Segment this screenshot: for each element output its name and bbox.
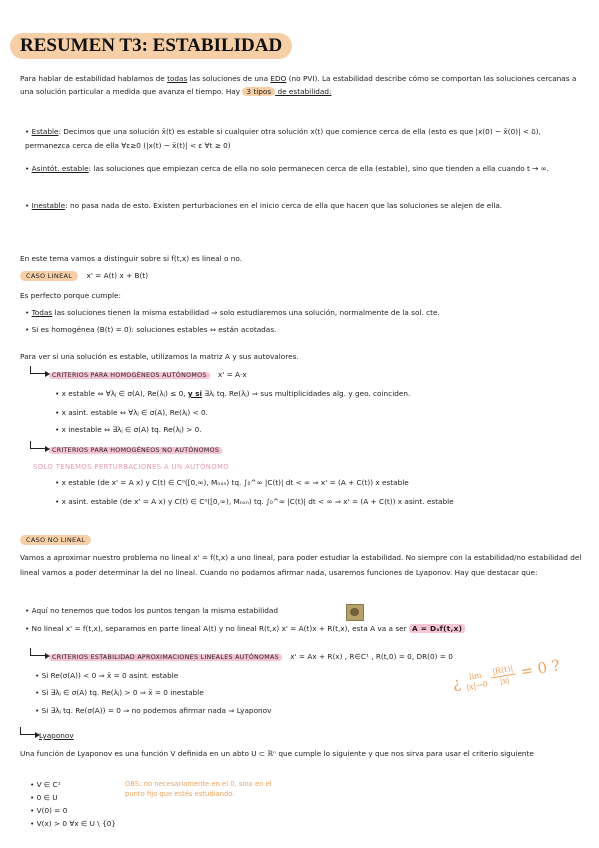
crit3-label: CRITERIOS ESTABILIDAD APROXIMACIONES LINEALES AUTÓNOMAS	[49, 654, 282, 661]
crit1-equation: x' = A·x	[217, 370, 247, 379]
intro-emph-todas: todas	[167, 74, 188, 83]
crit3-item-text: Si Re(σ(A)) < 0 ⇒ x̄ = 0 asint. estable	[41, 671, 179, 680]
linear-bullet-1: • Todas las soluciones tienen la misma estabilidad ⇒ solo estudiaremos una solución, normalmente de la sol. cte.	[25, 308, 440, 317]
intro-text: Para hablar de estabilidad hablamos de	[20, 74, 168, 83]
crit2-item-text: x estable (de x' = A x) y C(t) ∈ C⁰([0,∞), Mₙₓₙ) tq.	[61, 478, 244, 487]
type-inestable: • Inestable: no pasa nada de esto. Existen perturbaciones en el inicio cerca de ella que hacen que las soluciones se alejen de ella.	[25, 201, 503, 210]
crit3-item-3: • Si ∃λⱼ tq. Re(σ(A)) = 0 ⇒ no podemos afirmar nada ⇒ Lyaponov	[35, 706, 272, 715]
crit1-emph-si: y si	[187, 389, 203, 398]
crit1-label: CRITERIOS PARA HOMOGÉNEOS AUTÓNOMOS	[49, 372, 210, 379]
arrow-icon	[30, 366, 47, 374]
linear-header	[20, 271, 148, 280]
nonlinear-tag-wrap	[20, 535, 91, 544]
type-name: Estable	[31, 127, 59, 136]
intro-text: (no PVI). La estabilidad describe cómo se comportan las soluciones cercanas a una solución particular a medida que avanza el tiempo. Hay	[20, 74, 577, 96]
crit2-header	[30, 444, 222, 455]
aside-lim-text: lim	[468, 669, 483, 681]
lyapunov-item-text: 0 ∈ U	[36, 793, 58, 802]
nonlinear-bullet-text: Aquí no tenemos que todos los puntos tengan la misma estabilidad	[31, 606, 278, 615]
intro-emph-edo: EDO	[270, 74, 287, 83]
nonlinear-bullet-2: • No lineal x' = f(t,x), separamos en parte lineal A(t) y no lineal R(t,x) x' = A(t)x + R(t,x), esta A va a ser A = Dₓf(t,x)	[25, 624, 465, 633]
crit1-item-text: ∃λⱼ tq. Re(λⱼ) ⇒ sus multiplicidades alg. y geo. coinciden.	[202, 389, 411, 398]
arrow-icon	[20, 727, 37, 735]
intro-highlight-tipos: 3 tipos	[242, 87, 275, 96]
lyapunov-definition: Una función de Lyaponov es una función V definida en un abto U ⊂ ℝⁿ que cumple lo siguiente y que nos sirva para usar el criterio siguiente	[20, 749, 534, 758]
lyapunov-label: Lyaponov	[39, 731, 74, 740]
crit1-item-text: x estable ⇔ ∀λⱼ ∈ σ(A), Re(λⱼ) ≤ 0,	[61, 389, 188, 398]
crit3-item-2: • Si ∃λⱼ ∈ σ(A) tq. Re(λⱼ) > 0 ⇒ x̄ = 0 inestable	[35, 688, 204, 697]
nonlinear-paragraph: Vamos a aproximar nuestro problema no lineal x' = f(t,x) a uno lineal, para poder estudiar la estabilidad. No siempre con la estabilidad/no estabilidad del lineal vamos a poder determinar la del no lineal. Cuando no podamos afirmar nada, usaremos funciones de Lyaponov. Hay que destacar que:	[20, 553, 582, 577]
type-desc: : Decimos que una solución x̄(t) es estable si cualquier otra solución x(t) que comience cerca de ella (esto es que |x(0) − x̄(0)| < δ), permanezca cerca de ella ∀ε≥0 (|x(t) − x̄(t)| < ε ∀t ≥ 0)	[25, 127, 541, 150]
crit2-item-1: • x estable (de x' = A x) y C(t) ∈ C⁰([0,∞), Mₙₓₙ) tq. ∫₀^∞ |C(t)| dt < ∞ ⇒ x' = (A + C(t)) x estable	[55, 478, 409, 487]
crit2-label: CRITERIOS PARA HOMOGÉNEOS NO AUTÓNOMOS	[49, 447, 222, 454]
crit1-item-text: x inestable ⇔ ∃λⱼ ∈ σ(A) tq. Re(λⱼ) > 0.	[61, 425, 202, 434]
page-title: RESUMEN T3: ESTABILIDAD	[10, 33, 292, 59]
linear-equation: x' = A(t) x + B(t)	[86, 271, 149, 280]
linear-emph-todas: Todas	[31, 308, 53, 317]
aside-open: ¿	[451, 673, 463, 693]
crit1-item-3: • x inestable ⇔ ∃λⱼ ∈ σ(A) tq. Re(λⱼ) > 0.	[55, 425, 202, 434]
intro-paragraph	[20, 72, 586, 98]
aside-lim-sub: |x|→0	[465, 678, 489, 692]
crit3-item-text: Si ∃λⱼ tq. Re(σ(A)) = 0 ⇒ no podemos afirmar nada ⇒ Lyaponov	[41, 706, 272, 715]
lyapunov-item-3: • V(0) = 0	[30, 806, 68, 815]
lyapunov-item-2: • 0 ∈ U	[30, 793, 58, 802]
linear-bullet-text: las soluciones tienen la misma estabilidad ⇒ solo estudiaremos una solución, normalmente de la sol. cte.	[52, 308, 440, 317]
lyapunov-obs: OBS: no necesariamente en el 0, sino en el punto fijo que estés estudiando.	[125, 780, 272, 798]
linear-matrix-text: Para ver si una solución es estable, utilizamos la matriz A y sus autovalores.	[20, 352, 299, 361]
linear-intro: En este tema vamos a distinguir sobre si f(t,x) es lineal o no.	[20, 254, 243, 263]
crit2-item-text: ∫₀^∞ |C(t)| dt < ∞ ⇒ x' = (A + C(t)) x asint. estable	[266, 497, 454, 506]
aside-tail: = 0 ?	[519, 656, 562, 681]
type-estable: • Estable: Decimos que una solución x̄(t) es estable si cualquier otra solución x(t) que comience cerca de ella (esto es que |x(0) − x̄(0)| < δ), permanezca cerca de ella ∀ε≥0 (|x(t) − x̄(t)| < ε ∀t ≥ 0)	[25, 127, 541, 150]
linear-perfect: Es perfecto porque cumple:	[20, 291, 121, 300]
lyapunov-item-4: • V(x) > 0 ∀x ∈ U \ {0}	[30, 819, 117, 828]
type-desc: : las soluciones que empiezan cerca de ella no solo permanecen cerca de ella (estable), sino que tienden a ella cuando t → ∞.	[88, 164, 549, 173]
nonlinear-highlight-a: A = Dₓf(t,x)	[409, 624, 465, 633]
crit2-item-text: x asint. estable (de x' = A x) y C(t) ∈ C⁰([0,∞), Mₙₓₙ) tq.	[61, 497, 267, 506]
lyapunov-item-text: V ∈ C¹	[36, 780, 61, 789]
crit2-note: SOLO TENEMOS PERTURBACIONES A UN AUTÓNOMO	[33, 463, 230, 471]
crit2-item-text: ∫₀^∞ |C(t)| dt < ∞ ⇒ x' = (A + C(t)) x estable	[243, 478, 409, 487]
linear-tag: CASO LINEAL	[20, 271, 78, 281]
nonlinear-bullet-1: • Aquí no tenemos que todos los puntos tengan la misma estabilidad	[25, 606, 278, 615]
crit1-header	[30, 369, 247, 380]
type-name: Inestable	[31, 201, 66, 210]
linear-bullet-2: • Si es homogénea (B(t) = 0): soluciones estables ⇔ están acotadas.	[25, 325, 277, 334]
nonlinear-tag: CASO NO LINEAL	[20, 535, 91, 545]
lyapunov-item-1: • V ∈ C¹	[30, 780, 61, 789]
aside-question	[451, 656, 562, 696]
intro-text: las soluciones de una	[187, 74, 271, 83]
crit1-item-2: • x asint. estable ⇔ ∀λⱼ ∈ σ(A), Re(λⱼ) < 0.	[55, 408, 208, 417]
crit3-equation: x' = Ax + R(x) , R∈C¹ , R(t,0) = 0, DR(0) = 0	[290, 652, 453, 661]
crit1-item-1: • x estable ⇔ ∀λⱼ ∈ σ(A), Re(λⱼ) ≤ 0, y si ∃λⱼ tq. Re(λⱼ) ⇒ sus multiplicidades alg. y geo. coinciden.	[55, 389, 411, 398]
lyapunov-item-text: V(0) = 0	[36, 806, 68, 815]
aside-fraction	[490, 663, 518, 688]
lyapunov-header	[20, 730, 74, 740]
crit1-item-text: x asint. estable ⇔ ∀λⱼ ∈ σ(A), Re(λⱼ) < 0.	[61, 408, 208, 417]
aside-num: |R(t)|	[490, 663, 516, 678]
type-name: Asintót. estable	[31, 164, 89, 173]
lyapunov-item-text: V(x) > 0 ∀x ∈ U \ {0}	[36, 819, 117, 828]
type-desc: : no pasa nada de esto. Existen perturbaciones en el inicio cerca de ella que hacen que las soluciones se alejen de ella.	[65, 201, 503, 210]
aside-den: |x|	[498, 675, 511, 687]
intro-text: de estabilidad:	[275, 87, 332, 96]
crit3-item-text: Si ∃λⱼ ∈ σ(A) tq. Re(λⱼ) > 0 ⇒ x̄ = 0 inestable	[41, 688, 204, 697]
nonlinear-bullet-text: No lineal x' = f(t,x), separamos en parte lineal A(t) y no lineal R(t,x) x' = A(t)x + R(t,x), esta A va a ser	[31, 624, 409, 633]
arrow-icon	[30, 441, 47, 449]
crit2-item-2: • x asint. estable (de x' = A x) y C(t) ∈ C⁰([0,∞), Mₙₓₙ) tq. ∫₀^∞ |C(t)| dt < ∞ ⇒ x' = (A + C(t)) x asint. estable	[55, 497, 454, 506]
crit3-item-1: • Si Re(σ(A)) < 0 ⇒ x̄ = 0 asint. estable	[35, 671, 179, 680]
arrow-icon	[30, 648, 47, 656]
type-asint-estable: • Asintót. estable: las soluciones que empiezan cerca de ella no solo permanecen cerca de ella (estable), sino que tienden a ella cuando t → ∞.	[25, 164, 549, 173]
linear-bullet-text: Si es homogénea (B(t) = 0): soluciones estables ⇔ están acotadas.	[31, 325, 277, 334]
aside-lim	[464, 669, 489, 692]
crit3-header	[30, 651, 453, 662]
thinking-image	[346, 604, 364, 621]
